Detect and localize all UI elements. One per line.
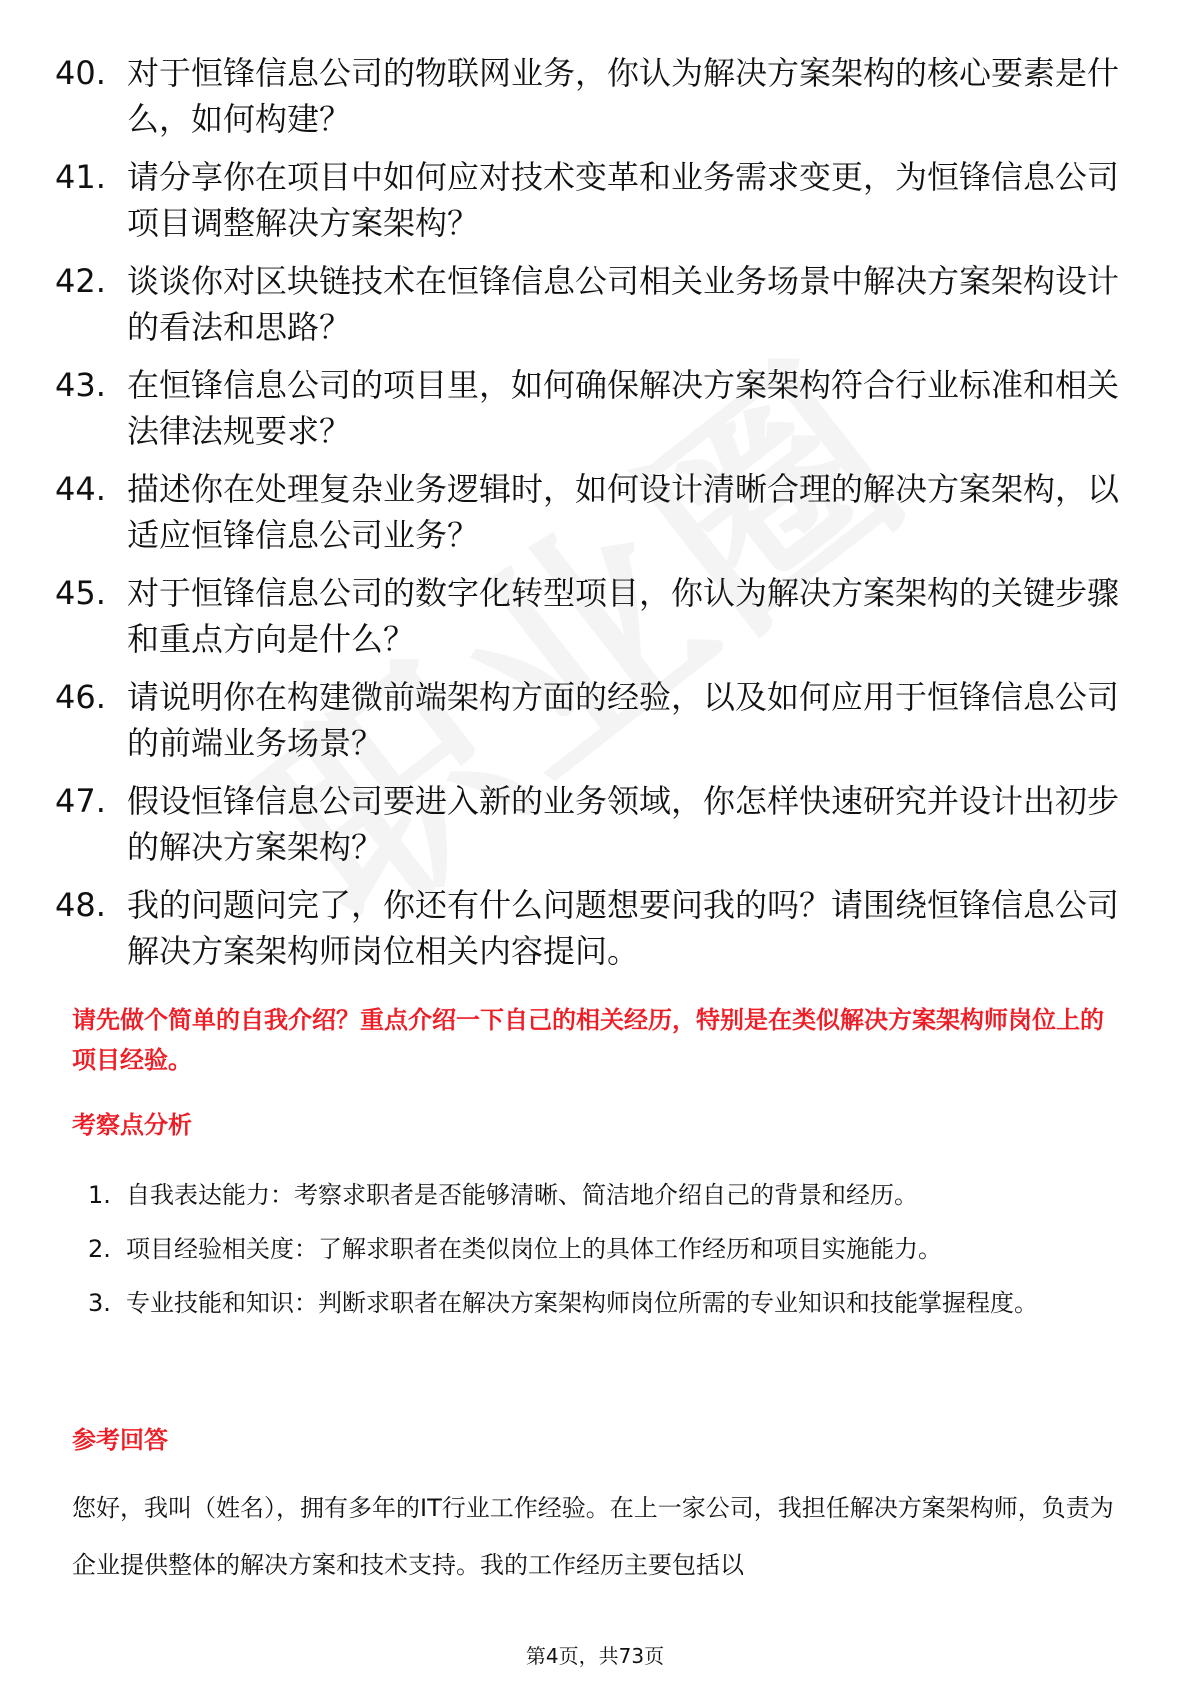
question-item [55, 362, 1135, 454]
page-footer: 第4页，共73页 [525, 1644, 665, 1668]
question-list [55, 50, 1135, 986]
analysis-number: 2. [88, 1235, 111, 1263]
analysis-item [88, 1222, 1128, 1276]
highlight-question: 请先做个简单的自我介绍？重点介绍一下自己的相关经历，特别是在类似解决方案架构师岗位上的项目经验。 [72, 1006, 1104, 1074]
question-text: 请分享你在项目中如何应对技术变革和业务需求变更，为恒锋信息公司项目调整解决方案架构？ [127, 158, 1120, 242]
question-text: 谈谈你对区块链技术在恒锋信息公司相关业务场景中解决方案架构设计的看法和思路？ [127, 262, 1120, 346]
question-text: 在恒锋信息公司的项目里，如何确保解决方案架构符合行业标准和相关法律法规要求？ [127, 366, 1120, 450]
question-text: 我的问题问完了，你还有什么问题想要问我的吗？请围绕恒锋信息公司解决方案架构师岗位相关内容提问。 [127, 886, 1120, 970]
question-number: 48. [55, 886, 106, 924]
analysis-number: 3. [88, 1289, 111, 1317]
analysis-item [88, 1168, 1128, 1222]
answer-title: 参考回答 [72, 1426, 168, 1454]
question-item [55, 258, 1135, 350]
question-item [55, 154, 1135, 246]
question-number: 40. [55, 54, 106, 92]
question-item [55, 674, 1135, 766]
analysis-item [88, 1276, 1128, 1330]
question-item [55, 466, 1135, 558]
question-text: 对于恒锋信息公司的数字化转型项目，你认为解决方案架构的关键步骤和重点方向是什么？ [127, 574, 1120, 658]
question-text: 假设恒锋信息公司要进入新的业务领域，你怎样快速研究并设计出初步的解决方案架构？ [127, 782, 1120, 866]
question-item [55, 778, 1135, 870]
question-number: 47. [55, 782, 106, 820]
analysis-text: 自我表达能力：考察求职者是否能够清晰、简洁地介绍自己的背景和经历。 [126, 1181, 918, 1209]
analysis-list [88, 1168, 1128, 1330]
question-number: 42. [55, 262, 106, 300]
question-number: 44. [55, 470, 106, 508]
question-item [55, 50, 1135, 142]
analysis-text: 项目经验相关度：了解求职者在类似岗位上的具体工作经历和项目实施能力。 [126, 1235, 942, 1263]
question-item [55, 882, 1135, 974]
answer-text: 您好，我叫（姓名），拥有多年的IT行业工作经验。在上一家公司，我担任解决方案架构师，负责为企业提供整体的解决方案和技术支持。我的工作经历主要包括以 [72, 1494, 1114, 1579]
analysis-number: 1. [88, 1181, 111, 1209]
question-number: 41. [55, 158, 106, 196]
question-number: 43. [55, 366, 106, 404]
analysis-title: 考察点分析 [72, 1111, 192, 1139]
question-text: 对于恒锋信息公司的物联网业务，你认为解决方案架构的核心要素是什么，如何构建？ [127, 54, 1120, 138]
question-item [55, 570, 1135, 662]
question-number: 45. [55, 574, 106, 612]
question-number: 46. [55, 678, 106, 716]
analysis-text: 专业技能和知识：判断求职者在解决方案架构师岗位所需的专业知识和技能掌握程度。 [126, 1289, 1038, 1317]
question-text: 描述你在处理复杂业务逻辑时，如何设计清晰合理的解决方案架构，以适应恒锋信息公司业务？ [127, 470, 1120, 554]
question-text: 请说明你在构建微前端架构方面的经验，以及如何应用于恒锋信息公司的前端业务场景？ [127, 678, 1120, 762]
